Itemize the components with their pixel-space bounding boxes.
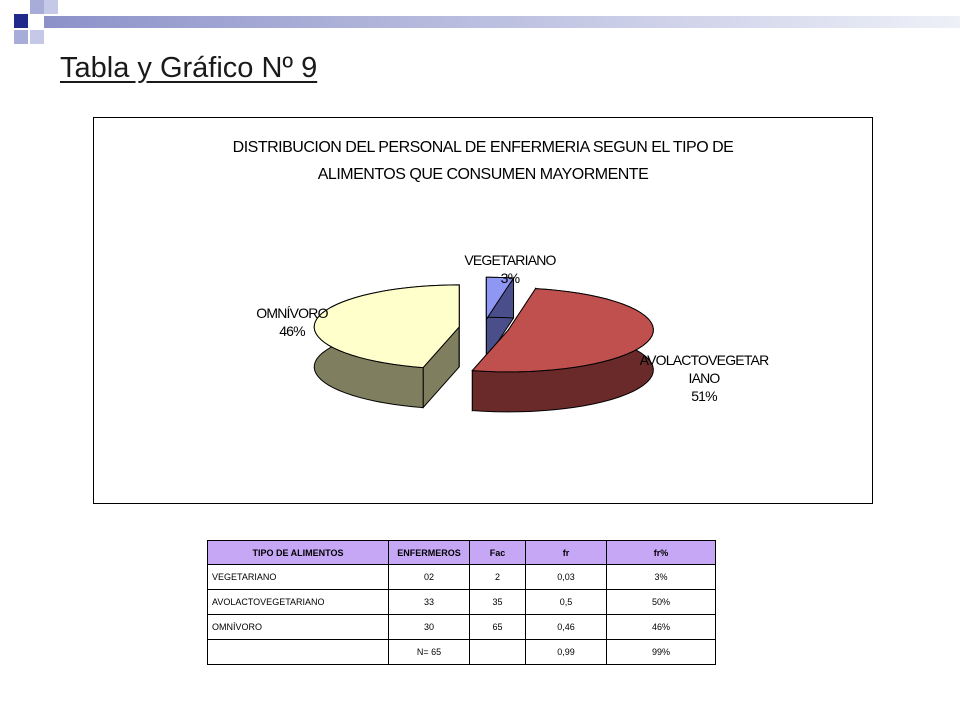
table-cell: OMNÍVORO xyxy=(208,615,389,640)
table-cell: 65 xyxy=(470,615,526,640)
table-cell: 50% xyxy=(607,590,716,615)
col-header-tipo: TIPO DE ALIMENTOS xyxy=(208,541,389,565)
table-cell: 33 xyxy=(389,590,470,615)
label-avolactovegetariano-2: 51% xyxy=(691,388,717,404)
table-cell: 3% xyxy=(607,565,716,590)
table-row xyxy=(208,615,716,640)
table-cell: 46% xyxy=(607,615,716,640)
table-row xyxy=(208,640,716,665)
table-cell: 30 xyxy=(389,615,470,640)
decor-square-dark-1 xyxy=(14,14,28,28)
label-avolactovegetariano-1: IANO xyxy=(688,370,720,386)
table-cell: 35 xyxy=(470,590,526,615)
col-header-fac: Fac xyxy=(470,541,526,565)
table-cell: VEGETARIANO xyxy=(208,565,389,590)
label-avolactovegetariano-0: AVOLACTOVEGETAR xyxy=(639,352,769,368)
table-cell: 0,99 xyxy=(526,640,607,665)
table-header-row xyxy=(208,541,716,565)
table-cell xyxy=(470,640,526,665)
decor-square-light-1 xyxy=(30,0,44,14)
table-cell: 02 xyxy=(389,565,470,590)
table-cell: 0,5 xyxy=(526,590,607,615)
col-header-fr: fr xyxy=(526,541,607,565)
decor-square-light-4 xyxy=(44,0,58,14)
label-omnivoro-1: 46% xyxy=(279,323,305,339)
decor-gradient-bar xyxy=(44,16,960,28)
table-cell: 0,03 xyxy=(526,565,607,590)
table-cell: 2 xyxy=(470,565,526,590)
table-cell: AVOLACTOVEGETARIANO xyxy=(208,590,389,615)
slide-title: Tabla y Gráfico Nº 9 xyxy=(60,52,318,84)
col-header-frpct: fr% xyxy=(607,541,716,565)
col-header-enfermeros: ENFERMEROS xyxy=(389,541,470,565)
decor-square-light-2 xyxy=(14,30,28,44)
data-table xyxy=(207,540,716,665)
label-vegetariano-1: 3% xyxy=(500,270,520,286)
pie-slice-omn-voro xyxy=(314,285,459,408)
table-cell: N= 65 xyxy=(389,640,470,665)
decor-square-light-3 xyxy=(30,30,44,44)
table-cell: 99% xyxy=(607,640,716,665)
table-row xyxy=(208,590,716,615)
table-row xyxy=(208,565,716,590)
label-omnivoro-0: OMNÍVORO xyxy=(256,305,328,321)
label-vegetariano-0: VEGETARIANO xyxy=(464,252,556,268)
chart-title: DISTRIBUCION DEL PERSONAL DE ENFERMERIA SEGUN EL TIPO DE ALIMENTOS QUE CONSUMEN MAYORMENTE xyxy=(232,139,734,183)
table-cell xyxy=(208,640,389,665)
chart-panel xyxy=(93,117,873,504)
pie-chart xyxy=(94,118,872,503)
table-cell: 0,46 xyxy=(526,615,607,640)
